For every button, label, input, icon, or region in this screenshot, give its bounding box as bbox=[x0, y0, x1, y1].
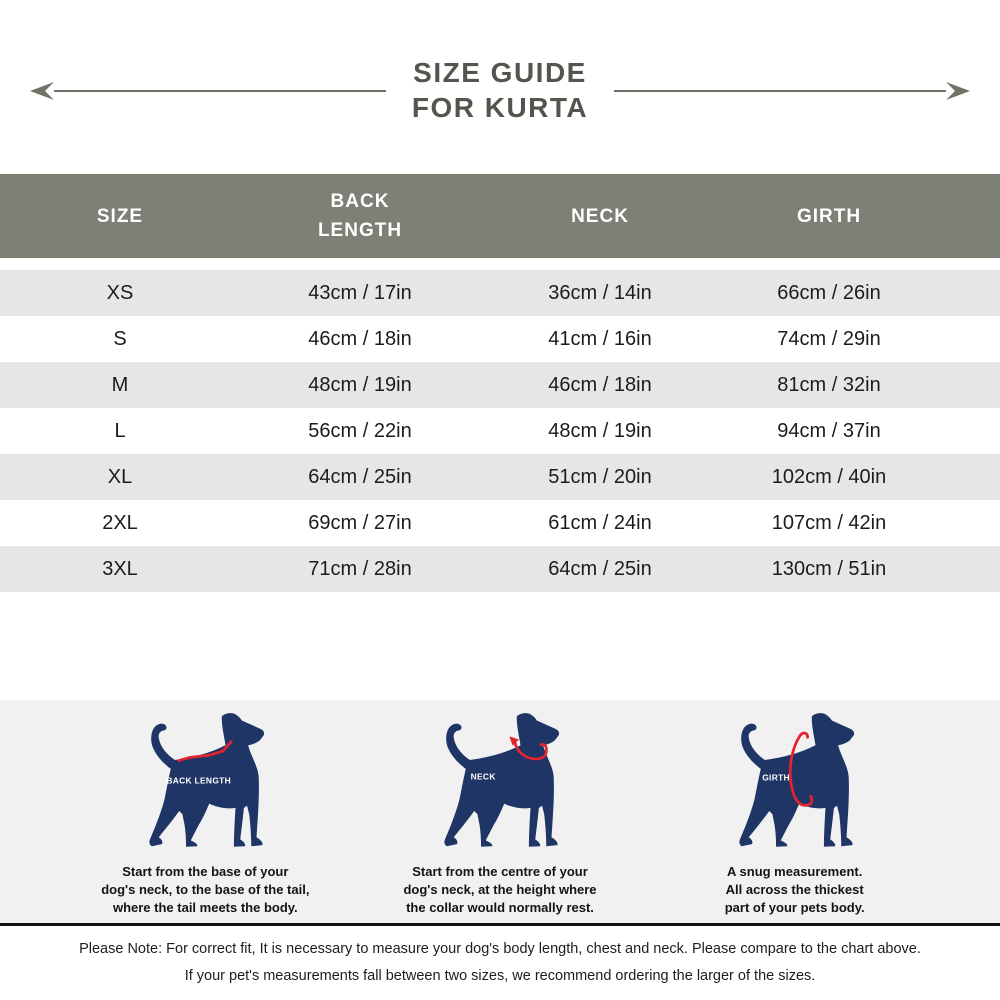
title-line1: SIZE GUIDE bbox=[413, 57, 587, 88]
girth-figure bbox=[647, 700, 942, 923]
cell-neck: 61cm / 24in bbox=[548, 511, 652, 534]
cell-neck: 46cm / 18in bbox=[548, 373, 652, 396]
left-arrow-line bbox=[54, 90, 386, 92]
header-size: SIZE bbox=[96, 205, 144, 227]
cell-back-length: 71cm / 28in bbox=[308, 557, 412, 580]
page-title bbox=[386, 55, 614, 125]
cell-size: XL bbox=[107, 465, 133, 488]
cell-size: L bbox=[114, 419, 126, 442]
table-row bbox=[0, 270, 1000, 316]
cell-back-length: 56cm / 22in bbox=[308, 419, 412, 442]
neck-caption: Start from the centre of your dog's neck, at the height where the collar would normally rest. bbox=[403, 864, 597, 915]
cell-neck: 64cm / 25in bbox=[548, 557, 652, 580]
cell-neck: 51cm / 20in bbox=[548, 465, 652, 488]
cell-size: 2XL bbox=[102, 511, 138, 534]
cell-back-length: 43cm / 17in bbox=[308, 281, 412, 304]
table-row bbox=[0, 500, 1000, 546]
neck-dog-illustration bbox=[439, 712, 561, 849]
table-row bbox=[0, 408, 1000, 454]
table-row bbox=[0, 546, 1000, 592]
table-row bbox=[0, 454, 1000, 500]
dog-silhouette-icon bbox=[444, 713, 559, 847]
cell-girth: 102cm / 40in bbox=[771, 465, 887, 488]
cell-size: S bbox=[113, 327, 127, 350]
cell-size: M bbox=[111, 373, 129, 396]
title-line2: FOR KURTA bbox=[411, 92, 589, 123]
cell-girth: 74cm / 29in bbox=[777, 327, 881, 350]
cell-girth: 66cm / 26in bbox=[777, 281, 881, 304]
right-arrow-line bbox=[614, 90, 946, 92]
dog-label-girth: GIRTH bbox=[761, 772, 790, 783]
table-row bbox=[0, 362, 1000, 408]
dog-silhouette-icon bbox=[739, 713, 854, 847]
right-arrow-icon bbox=[614, 82, 970, 100]
cell-girth: 81cm / 32in bbox=[777, 373, 881, 396]
cell-back-length: 46cm / 18in bbox=[308, 327, 412, 350]
cell-back-length: 64cm / 25in bbox=[308, 465, 412, 488]
cell-back-length: 69cm / 27in bbox=[308, 511, 412, 534]
measurement-panel bbox=[0, 700, 1000, 926]
table-row bbox=[0, 316, 1000, 362]
size-table bbox=[0, 174, 1000, 592]
right-arrowhead-icon bbox=[946, 82, 970, 100]
dog-label-neck: NECK bbox=[470, 771, 496, 782]
table-header-row bbox=[0, 174, 1000, 258]
header-back-length: BACK LENGTH bbox=[317, 191, 403, 241]
cell-size: XS bbox=[106, 281, 134, 304]
footer-note bbox=[0, 936, 1000, 990]
footer-line1: Please Note: For correct fit, It is necessary to measure your dog's body length, chest and neck. Please compare to the chart above. bbox=[79, 941, 921, 957]
guide-header bbox=[0, 55, 1000, 125]
cell-girth: 94cm / 37in bbox=[777, 419, 881, 442]
dog-label-back-length: BACK LENGTH bbox=[166, 775, 232, 786]
header-neck: NECK bbox=[571, 205, 629, 227]
girth-dog-illustration bbox=[734, 712, 856, 849]
back-length-caption: Start from the base of your dog's neck, to the base of the tail, where the tail meets the body. bbox=[101, 864, 310, 915]
back-length-figure bbox=[58, 700, 353, 923]
girth-caption: A snug measurement. All across the thickest part of your pets body. bbox=[724, 864, 865, 915]
cell-girth: 130cm / 51in bbox=[771, 557, 887, 580]
cell-neck: 36cm / 14in bbox=[548, 281, 652, 304]
left-arrow-icon bbox=[30, 82, 386, 100]
cell-size: 3XL bbox=[102, 557, 138, 580]
footer-line2: If your pet's measurements fall between two sizes, we recommend ordering the larger of the sizes. bbox=[184, 968, 816, 984]
cell-girth: 107cm / 42in bbox=[771, 511, 887, 534]
left-arrowhead-icon bbox=[30, 82, 54, 100]
cell-neck: 41cm / 16in bbox=[548, 327, 652, 350]
cell-back-length: 48cm / 19in bbox=[308, 373, 412, 396]
back-length-dog-illustration bbox=[144, 712, 266, 849]
neck-figure bbox=[353, 700, 648, 923]
header-girth: GIRTH bbox=[796, 205, 862, 227]
cell-neck: 48cm / 19in bbox=[548, 419, 652, 442]
table-body bbox=[0, 270, 1000, 592]
